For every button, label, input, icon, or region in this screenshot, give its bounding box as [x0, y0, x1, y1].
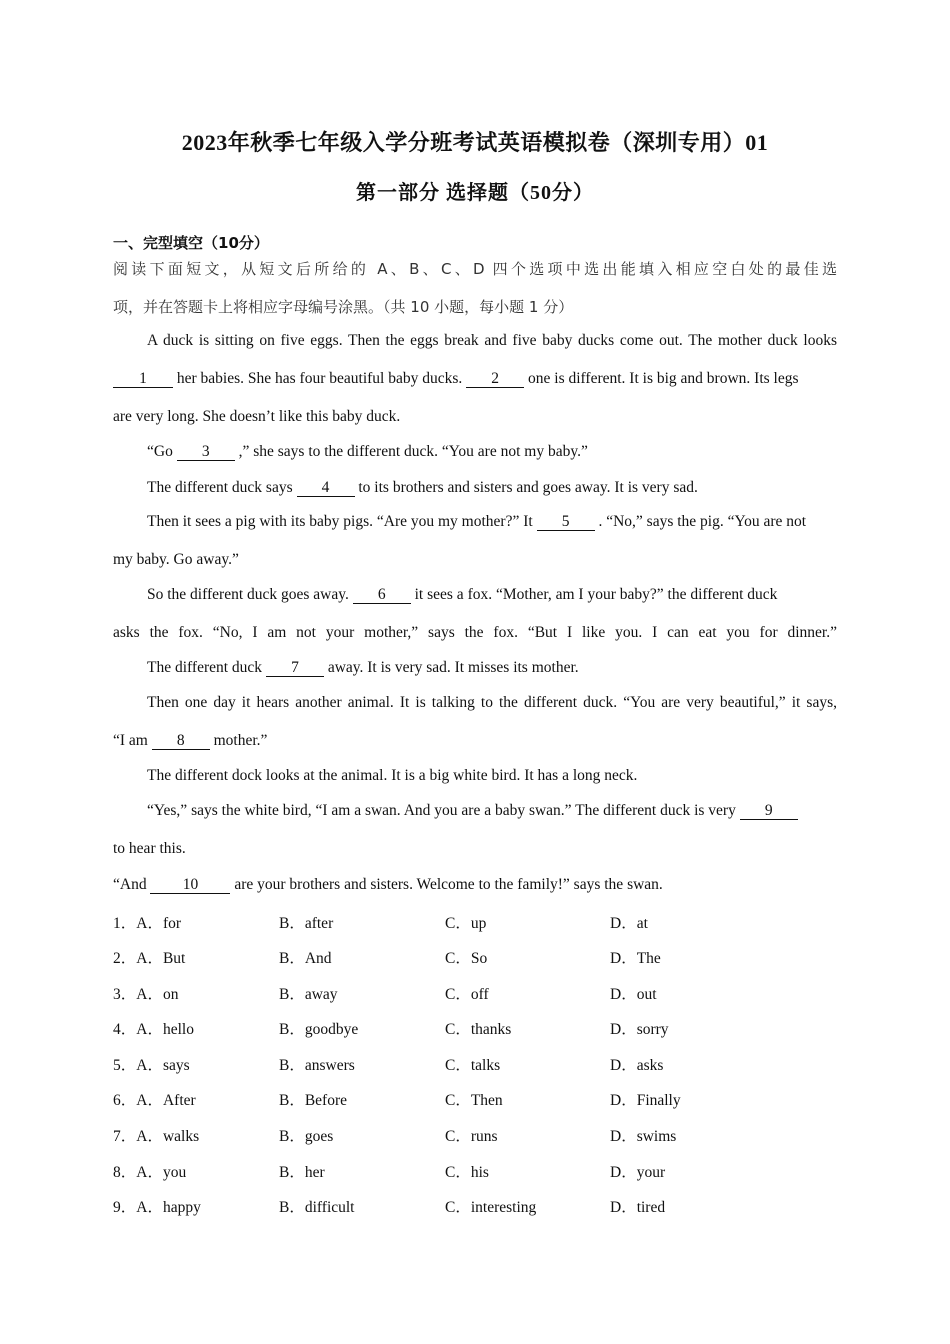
passage-line-6 — [113, 513, 837, 531]
question-9-options — [113, 1195, 837, 1215]
question-1-A[interactable]: 1．A．for — [113, 915, 182, 932]
passage-text: “And — [113, 876, 151, 893]
question-8-A[interactable]: 8．A．you — [113, 1164, 187, 1181]
passage-text: it sees a fox. “Mother, am I your baby?” the different duck — [410, 586, 778, 603]
question-5-B[interactable]: B．answers — [279, 1057, 355, 1074]
question-9-A[interactable]: 9．A．happy — [113, 1199, 201, 1216]
question-5-D[interactable]: D．asks — [610, 1057, 664, 1074]
blank-10: 10 — [150, 877, 230, 894]
question-9-B[interactable]: B．difficult — [279, 1199, 355, 1216]
passage-line-7: my baby. Go away.” — [113, 551, 239, 568]
passage-text: her babies. She has four beautiful baby ducks. — [173, 370, 467, 387]
passage-text: “I am — [113, 732, 152, 749]
blank-4: 4 — [297, 480, 355, 497]
question-7-B[interactable]: B．goes — [279, 1128, 334, 1145]
question-3-options — [113, 982, 837, 1002]
passage-text: mother.” — [209, 732, 268, 749]
passage-line-11: Then one day it hears another animal. It is talking to the different duck. “You are very beautiful,” it says, — [147, 694, 837, 711]
question-5-options — [113, 1053, 837, 1073]
question-6-A[interactable]: 6．A．After — [113, 1092, 196, 1109]
passage-text: The different duck — [147, 659, 266, 676]
question-6-B[interactable]: B．Before — [279, 1092, 348, 1109]
passage-text: “Go — [147, 443, 177, 460]
blank-1: 1 — [113, 371, 173, 388]
question-8-C[interactable]: C．his — [445, 1164, 489, 1181]
instruction-line-1: 阅读下面短文，从短文后所给的 A、B、C、D 四个选项中选出能填入相应空白处的最佳选 — [113, 260, 837, 278]
question-7-A[interactable]: 7．A．walks — [113, 1128, 200, 1145]
blank-9: 9 — [740, 803, 798, 820]
passage-text: . “No,” says the pig. “You are not — [594, 513, 807, 530]
question-2-B[interactable]: B．And — [279, 950, 332, 967]
question-3-C[interactable]: C．off — [445, 986, 489, 1003]
question-4-C[interactable]: C．thanks — [445, 1021, 512, 1038]
question-5-C[interactable]: C．talks — [445, 1057, 501, 1074]
passage-line-1: A duck is sitting on five eggs. Then the eggs break and five baby ducks come out. The mother duck looks — [147, 332, 837, 349]
blank-2: 2 — [466, 371, 524, 388]
passage-text: are your brothers and sisters. Welcome to the family!” says the swan. — [230, 876, 663, 893]
passage-line-4 — [113, 443, 837, 461]
question-1-C[interactable]: C．up — [445, 915, 487, 932]
passage-line-16 — [113, 876, 837, 894]
passage-line-8 — [113, 586, 837, 604]
question-7-C[interactable]: C．runs — [445, 1128, 498, 1145]
question-1-B[interactable]: B．after — [279, 915, 334, 932]
passage-text: away. It is very sad. It misses its mother. — [323, 659, 579, 676]
question-8-B[interactable]: B．her — [279, 1164, 325, 1181]
passage-line-10 — [113, 659, 837, 677]
blank-5: 5 — [537, 514, 595, 531]
question-1-options — [113, 911, 837, 931]
page-title: 2023年秋季七年级入学分班考试英语模拟卷（深圳专用）01 — [181, 130, 769, 155]
blank-6: 6 — [353, 587, 411, 604]
question-9-C[interactable]: C．interesting — [445, 1199, 537, 1216]
question-3-D[interactable]: D．out — [610, 986, 657, 1003]
passage-line-2 — [113, 370, 837, 388]
question-8-D[interactable]: D．your — [610, 1164, 666, 1181]
question-3-A[interactable]: 3．A．on — [113, 986, 179, 1003]
passage-line-5 — [113, 479, 837, 497]
passage-line-12 — [113, 732, 837, 750]
instruction-line-2: 项，并在答题卡上将相应字母编号涂黑。（共 10 小题，每小题 1 分） — [113, 298, 574, 316]
blank-7: 7 — [266, 660, 324, 677]
question-6-C[interactable]: C．Then — [445, 1092, 503, 1109]
passage-line-15: to hear this. — [113, 840, 186, 857]
question-5-A[interactable]: 5．A．says — [113, 1057, 190, 1074]
question-2-C[interactable]: C．So — [445, 950, 488, 967]
passage-line-9: asks the fox. “No, I am not your mother,” says the fox. “But I like you. I can eat you for dinner.” — [113, 624, 837, 641]
passage-text: to its brothers and sisters and goes away. It is very sad. — [354, 479, 698, 496]
question-4-A[interactable]: 4．A．hello — [113, 1021, 194, 1038]
question-3-B[interactable]: B．away — [279, 986, 338, 1003]
part-subtitle: 第一部分 选择题（50分） — [356, 182, 594, 204]
passage-text: Then it sees a pig with its baby pigs. “Are you my mother?” It — [147, 513, 537, 530]
question-2-options — [113, 946, 837, 966]
question-7-options — [113, 1124, 837, 1144]
passage-text: “Yes,” says the white bird, “I am a swan. And you are a baby swan.” The different duck is very — [147, 802, 740, 819]
passage-text: So the different duck goes away. — [147, 586, 353, 603]
question-4-D[interactable]: D．sorry — [610, 1021, 669, 1038]
passage-line-13: The different dock looks at the animal. It is a big white bird. It has a long neck. — [147, 767, 638, 784]
question-9-D[interactable]: D．tired — [610, 1199, 666, 1216]
question-4-options — [113, 1017, 837, 1037]
question-8-options — [113, 1160, 837, 1180]
question-6-options — [113, 1088, 837, 1108]
passage-line-3: are very long. She doesn’t like this baby duck. — [113, 408, 401, 425]
question-2-D[interactable]: D．The — [610, 950, 661, 967]
passage-text: The different duck says — [147, 479, 297, 496]
blank-8: 8 — [152, 733, 210, 750]
question-1-D[interactable]: D．at — [610, 915, 648, 932]
passage-text: one is different. It is big and brown. Its legs — [524, 370, 799, 387]
section-heading: 一、完型填空（10分） — [113, 234, 269, 252]
question-6-D[interactable]: D．Finally — [610, 1092, 681, 1109]
blank-3: 3 — [177, 444, 235, 461]
question-7-D[interactable]: D．swims — [610, 1128, 677, 1145]
passage-text: ,” she says to the different duck. “You are not my baby.” — [234, 443, 588, 460]
question-2-A[interactable]: 2．A．But — [113, 950, 186, 967]
question-4-B[interactable]: B．goodbye — [279, 1021, 359, 1038]
passage-line-14 — [113, 802, 837, 820]
